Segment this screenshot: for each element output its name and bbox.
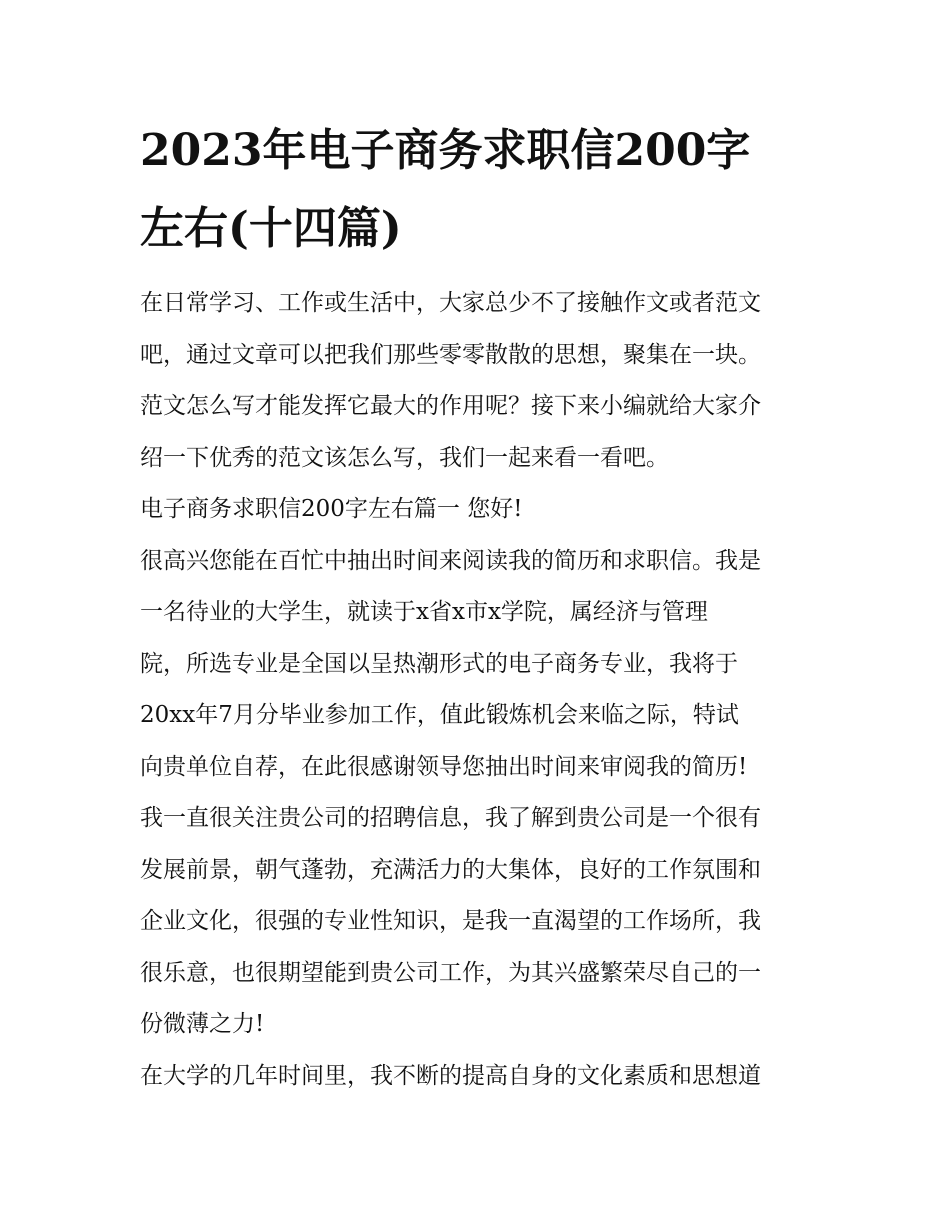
- document-body: [140, 278, 820, 1102]
- text-line: 向贵单位自荐，在此很感谢领导您抽出时间来审阅我的简历!: [140, 753, 748, 780]
- text-line: 份微薄之力!: [140, 1011, 265, 1037]
- text-line: 很高兴您能在百忙中抽出时间来阅读我的简历和求职信。我是: [140, 547, 761, 574]
- paragraph-intro: [140, 278, 820, 484]
- text-line: 吧，通过文章可以把我们那些零零散散的思想，聚集在一块。: [140, 341, 761, 368]
- text-line: 我一直很关注贵公司的招聘信息，我了解到贵公司是一个很有: [140, 805, 761, 831]
- text-line: 范文怎么写才能发挥它最大的作用呢？接下来小编就给大家介: [140, 393, 761, 419]
- text-line: 发展前景，朝气蓬勃，充满活力的大集体，良好的工作氛围和: [140, 856, 761, 883]
- text-line: 一名待业的大学生，就读于x省x市x学院，属经济与管理: [140, 599, 708, 625]
- text-line: 电子商务求职信200字左右篇一 您好!: [140, 496, 523, 522]
- paragraph-company-interest: [140, 793, 820, 1051]
- paragraph-section-heading: [140, 484, 820, 536]
- text-line: 很乐意，也很期望能到贵公司工作，为其兴盛繁荣尽自己的一: [140, 959, 761, 986]
- title-line: 2023年电子商务求职信200字: [140, 125, 751, 176]
- text-line: 在日常学习、工作或生活中，大家总少不了接触作文或者范文: [140, 290, 761, 316]
- document-title: [140, 112, 820, 268]
- paragraph-university: [140, 1051, 820, 1103]
- text-line: 企业文化，很强的专业性知识，是我一直渴望的工作场所，我: [140, 908, 761, 934]
- text-line: 在大学的几年时间里，我不断的提高自身的文化素质和思想道: [140, 1062, 761, 1089]
- paragraph-self-intro: [140, 536, 820, 794]
- text-line: 绍一下优秀的范文该怎么写，我们一起来看一看吧。: [140, 444, 669, 471]
- document-page: [140, 112, 820, 1102]
- title-line: 左右(十四篇): [140, 203, 402, 254]
- text-line: 院，所选专业是全国以呈热潮形式的电子商务专业，我将于: [140, 650, 738, 677]
- text-line: 20xx年7月分毕业参加工作，值此锻炼机会来临之际，特试: [140, 702, 739, 728]
